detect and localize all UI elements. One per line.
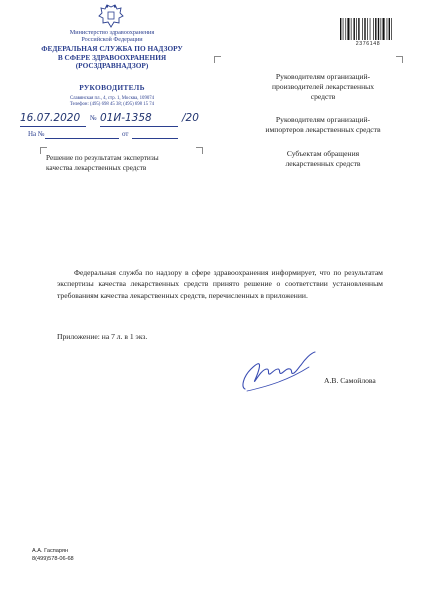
barcode-bar [354, 18, 355, 40]
reference-number-label: На № [28, 130, 45, 138]
barcode-bar [381, 18, 382, 40]
reference-number-underline [45, 138, 119, 139]
barcode-bar [367, 18, 368, 40]
address-line-1: Славянская пл., 4, стр. 1, Москва, 109074 [69, 96, 155, 101]
barcode-bar [347, 18, 349, 40]
ministry-line-1: Министерство здравоохранения [69, 29, 155, 36]
agency-line-2: В СФЕРЕ ЗДРАВООХРАНЕНИЯ [57, 52, 167, 62]
barcode-bar [370, 18, 371, 40]
addressee-line: производителей лекарственных [271, 82, 375, 92]
barcode-bar [383, 18, 385, 40]
outgoing-number: 01И-1358 [100, 112, 152, 124]
barcode-bar [389, 18, 390, 40]
barcode-bar [373, 18, 374, 40]
number-label: № [90, 114, 97, 122]
agency-line-3: (РОСЗДРАВНАДЗОР) [75, 61, 149, 71]
ministry-line-2: Российской Федерации [81, 36, 143, 44]
addressee-line: средств [310, 92, 336, 102]
addressee-line: Субъектам обращения [286, 149, 360, 158]
addressee-line: Руководителям организаций- [275, 115, 371, 124]
barcode-bar [340, 18, 341, 40]
signer-name: А.В. Самойлова [324, 376, 376, 385]
barcode-bar [356, 18, 357, 40]
addressee-circulation-subjects [248, 149, 398, 169]
addressee-importers [248, 115, 398, 135]
date-underline [20, 126, 86, 127]
barcode-bar [364, 18, 365, 40]
addressee-line: Руководителям организаций- [275, 72, 371, 81]
barcode-bar [375, 18, 376, 40]
barcode-number: 2376148 [355, 41, 381, 47]
agency-line-1: ФЕДЕРАЛЬНАЯ СЛУЖБА ПО НАДЗОРУ [41, 44, 183, 53]
subject-corner-top-right [196, 147, 203, 154]
barcode-bar [387, 18, 388, 40]
subject-line-1: Решение по результатам экспертизы [46, 153, 159, 162]
barcode-bar [358, 18, 359, 40]
addressee-corner-top-right [396, 56, 403, 63]
handwritten-signature [237, 347, 323, 395]
state-emblem-icon [98, 4, 124, 28]
barcode-bar [351, 18, 352, 40]
barcode [340, 18, 396, 40]
outgoing-date: 16.07.2020 [20, 112, 81, 124]
barcode-bar [345, 18, 346, 40]
ministry-name [34, 29, 190, 44]
barcode-bar [362, 18, 363, 40]
address-line-2: Телефон: (495) 698 45 38; (495) 698 15 74 [69, 102, 155, 107]
barcode-bar [343, 18, 344, 40]
outgoing-number-suffix: /20 [182, 112, 199, 124]
addressee-manufacturers [248, 72, 398, 103]
barcode-bar [378, 18, 379, 40]
attachment-note: Приложение: на 7 л. в 1 экз. [57, 332, 148, 341]
number-underline [100, 126, 178, 127]
addressee-line: лекарственных средств [285, 159, 361, 169]
agency-address [28, 96, 196, 108]
addressee-corner-top-left [214, 56, 221, 63]
head-title: РУКОВОДИТЕЛЬ [79, 83, 145, 92]
barcode-bar [391, 18, 392, 40]
subject-line-2: качества лекарственных средств [46, 162, 147, 172]
reference-date-underline [132, 138, 178, 139]
reference-from-label: от [122, 130, 129, 138]
addressee-line: импортеров лекарственных средств [265, 125, 381, 135]
letter-subject [46, 153, 196, 172]
letter-body: Федеральная служба по надзору в сфере здравоохранения информирует, что по результатам экспертизы качества лекарственных средств принято решение о соответствии установленным требованиям качества лекарственных средств, перечисленных в приложении. [57, 268, 383, 300]
executor-name: А.А. Гаспарян [32, 548, 69, 554]
reference-line [28, 130, 208, 140]
outgoing-date-number [20, 114, 200, 128]
agency-name [28, 45, 196, 71]
executor-phone: 8(499)578-06-68 [32, 556, 74, 562]
